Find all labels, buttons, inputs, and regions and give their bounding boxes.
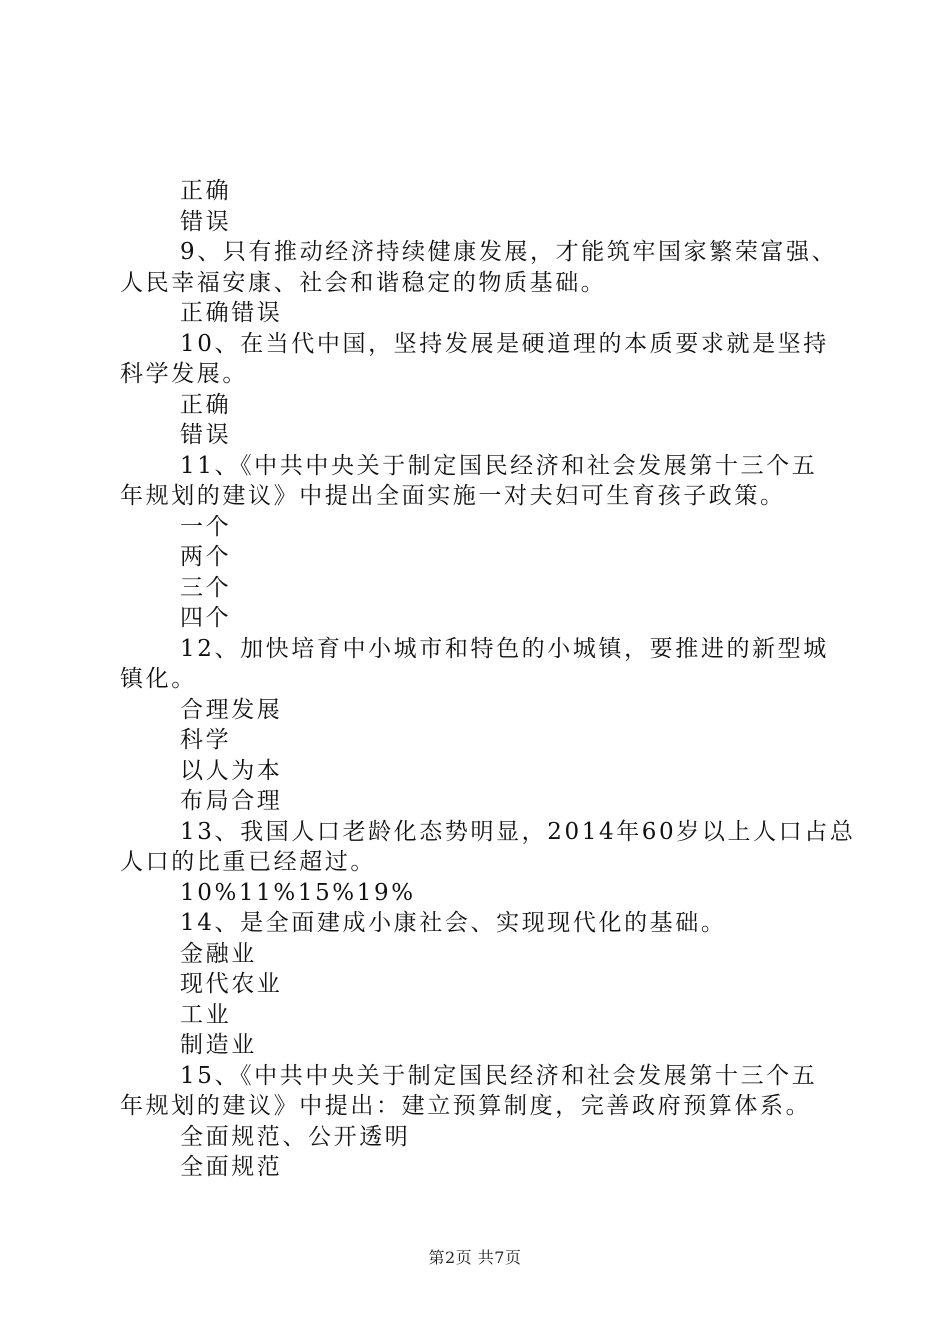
answer-option: 布局合理 xyxy=(180,788,283,814)
answer-option: 科学 xyxy=(180,727,232,753)
answer-option: 全面规范 xyxy=(180,1154,283,1180)
question-text: 14、是全面建成小康社会、实现现代化的基础。 xyxy=(180,910,727,936)
answer-option: 两个 xyxy=(180,544,232,570)
answer-option: 正确错误 xyxy=(180,300,283,326)
question-text-continued: 年规划的建议》中提出全面实施一对夫妇可生育孩子政策。 xyxy=(120,483,786,509)
question-text-continued: 镇化。 xyxy=(120,666,197,692)
answer-option: 一个 xyxy=(180,513,232,540)
answer-option: 错误 xyxy=(180,208,232,235)
answer-option: 正确 xyxy=(180,178,232,204)
question-text-continued: 人口的比重已经超过。 xyxy=(120,849,376,875)
answer-option: 金融业 xyxy=(180,940,257,967)
question-text: 15、《中共中央关于制定国民经济和社会发展第十三个五 xyxy=(180,1062,818,1089)
question-text-continued: 科学发展。 xyxy=(120,361,248,387)
answer-option: 全面规范、公开透明 xyxy=(180,1123,411,1150)
answer-option: 四个 xyxy=(180,605,232,631)
answer-option: 合理发展 xyxy=(180,696,283,723)
answer-option: 错误 xyxy=(180,422,232,448)
question-text: 11、《中共中央关于制定国民经济和社会发展第十三个五 xyxy=(180,452,818,479)
answer-option: 制造业 xyxy=(180,1032,257,1058)
answer-option: 正确 xyxy=(180,391,232,418)
document-body xyxy=(120,176,856,1183)
question-text: 13、我国人口老龄化态势明显，2014年60岁以上人口占总 xyxy=(180,818,856,845)
answer-option: 工业 xyxy=(180,1001,232,1028)
question-text: 10、在当代中国，坚持发展是硬道理的本质要求就是坚持 xyxy=(180,330,829,357)
answer-option: 现代农业 xyxy=(180,971,283,997)
answer-option: 10%11%15%19% xyxy=(180,879,416,906)
page-footer: 第2页 共7页 xyxy=(428,1248,522,1267)
answer-option: 三个 xyxy=(180,574,232,601)
question-text: 9、只有推动经济持续健康发展，才能筑牢国家繁荣富强、 xyxy=(180,239,838,265)
answer-option: 以人为本 xyxy=(180,757,283,784)
question-text: 12、加快培育中小城市和特色的小城镇，要推进的新型城 xyxy=(180,635,829,662)
question-text-continued: 年规划的建议》中提出：建立预算制度，完善政府预算体系。 xyxy=(120,1093,812,1119)
question-text-continued: 人民幸福安康、社会和谐稳定的物质基础。 xyxy=(120,269,607,296)
